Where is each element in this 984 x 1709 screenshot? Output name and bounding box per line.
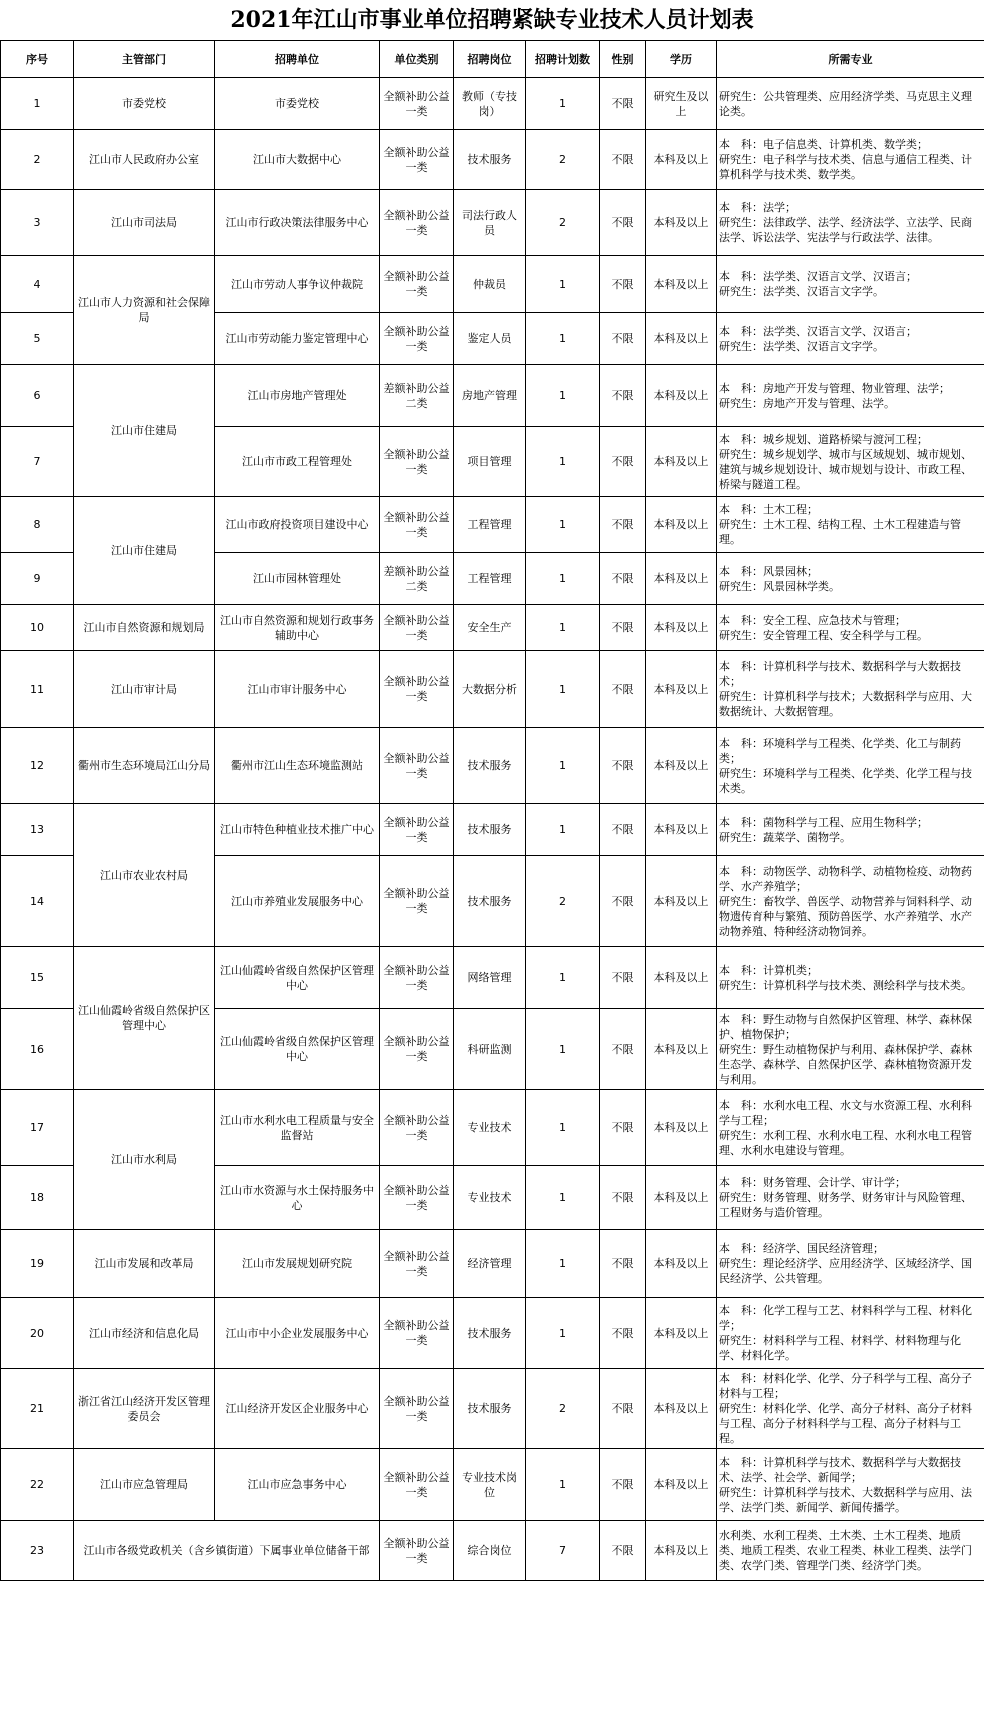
cell-type: 全额补助公益一类 — [380, 804, 454, 856]
cell-edu: 本科及以上 — [646, 365, 717, 427]
major-line: 研究生：计算机科学与技术；大数据科学与应用、大数据统计、大数据管理。 — [719, 690, 972, 718]
major-line: 本 科：法学类、汉语言文学、汉语言； — [719, 270, 917, 283]
major-line: 本 科：计算机科学与技术、数据科学与大数据技术、法学、社会学、新闻学； — [719, 1455, 961, 1484]
cell-gender: 不限 — [600, 1449, 646, 1521]
cell-no: 21 — [1, 1369, 74, 1449]
header-gender: 性别 — [600, 41, 646, 78]
cell-major — [717, 1521, 984, 1581]
cell-type: 全额补助公益一类 — [380, 427, 454, 497]
cell-type: 全额补助公益一类 — [380, 313, 454, 365]
table-row — [1, 130, 984, 190]
cell-post: 技术服务 — [454, 1298, 526, 1369]
cell-post: 技术服务 — [454, 1369, 526, 1449]
major-line: 本 科：房地产开发与管理、物业管理、法学； — [719, 381, 950, 395]
table-row — [1, 728, 984, 804]
cell-unit: 江山市养殖业发展服务中心 — [215, 856, 380, 947]
cell-unit: 江山仙霞岭省级自然保护区管理中心 — [215, 1009, 380, 1090]
recruitment-plan-table — [0, 40, 984, 1581]
cell-dept: 江山市住建局 — [74, 497, 215, 605]
header-post: 招聘岗位 — [454, 41, 526, 78]
cell-dept: 江山市自然资源和规划局 — [74, 605, 215, 651]
major-line: 本 科：土木工程； — [719, 503, 818, 516]
major-line: 研究生：法律政学、法学、经济法学、立法学、民商法学、诉讼法学、宪法学与行政法学、法律。 — [719, 216, 972, 244]
cell-unit: 江山仙霞岭省级自然保护区管理中心 — [215, 947, 380, 1009]
cell-edu: 本科及以上 — [646, 256, 717, 313]
cell-no: 14 — [1, 856, 74, 947]
cell-post: 技术服务 — [454, 804, 526, 856]
cell-unit: 江山市应急事务中心 — [215, 1449, 380, 1521]
cell-count: 1 — [526, 1090, 600, 1166]
header-type: 单位类别 — [380, 41, 454, 78]
cell-type: 全额补助公益一类 — [380, 856, 454, 947]
cell-no: 7 — [1, 427, 74, 497]
cell-no: 15 — [1, 947, 74, 1009]
cell-count: 1 — [526, 1449, 600, 1521]
cell-count: 1 — [526, 804, 600, 856]
cell-edu: 本科及以上 — [646, 1369, 717, 1449]
cell-type: 全额补助公益一类 — [380, 1449, 454, 1521]
cell-gender: 不限 — [600, 427, 646, 497]
cell-post: 大数据分析 — [454, 651, 526, 728]
cell-post: 仲裁员 — [454, 256, 526, 313]
major-line: 本 科：城乡规划、道路桥梁与渡河工程； — [719, 432, 928, 446]
cell-gender: 不限 — [600, 651, 646, 728]
cell-no: 18 — [1, 1166, 74, 1230]
cell-unit: 江山市房地产管理处 — [215, 365, 380, 427]
cell-gender: 不限 — [600, 365, 646, 427]
header-edu: 学历 — [646, 41, 717, 78]
cell-unit: 江山市政府投资项目建设中心 — [215, 497, 380, 553]
cell-unit: 江山市市政工程管理处 — [215, 427, 380, 497]
major-line: 研究生：公共管理类、应用经济学类、马克思主义理论类。 — [719, 89, 972, 118]
cell-gender: 不限 — [600, 78, 646, 130]
cell-no: 23 — [1, 1521, 74, 1581]
cell-gender: 不限 — [600, 1230, 646, 1298]
table-row — [1, 804, 984, 856]
cell-post: 科研监测 — [454, 1009, 526, 1090]
major-line: 本 科：安全工程、应急技术与管理； — [719, 613, 906, 627]
cell-no: 17 — [1, 1090, 74, 1166]
cell-major — [717, 856, 984, 947]
cell-post: 鉴定人员 — [454, 313, 526, 365]
cell-major — [717, 78, 984, 130]
major-line: 本 科：财务管理、会计学、审计学； — [719, 1176, 906, 1189]
cell-unit: 江山市行政决策法律服务中心 — [215, 190, 380, 256]
cell-count: 1 — [526, 1298, 600, 1369]
cell-edu: 本科及以上 — [646, 427, 717, 497]
table-row — [1, 365, 984, 427]
major-line: 本 科：材料化学、化学、分子科学与工程、高分子材料与工程； — [719, 1372, 972, 1400]
cell-no: 6 — [1, 365, 74, 427]
cell-dept: 江山市各级党政机关（含乡镇街道）下属事业单位储备干部 — [74, 1521, 380, 1581]
cell-gender: 不限 — [600, 804, 646, 856]
major-line: 研究生：法学类、汉语言文字学。 — [719, 285, 884, 298]
cell-unit: 衢州市江山生态环境监测站 — [215, 728, 380, 804]
table-row — [1, 190, 984, 256]
cell-unit: 江山市中小企业发展服务中心 — [215, 1298, 380, 1369]
cell-post: 项目管理 — [454, 427, 526, 497]
major-line: 本 科：电子信息类、计算机类、数学类； — [719, 138, 928, 151]
major-line: 研究生：财务管理、财务学、财务审计与风险管理、工程财务与造价管理。 — [719, 1191, 972, 1219]
cell-gender: 不限 — [600, 190, 646, 256]
cell-edu: 本科及以上 — [646, 1090, 717, 1166]
major-line: 本 科：经济学、国民经济管理； — [719, 1242, 884, 1255]
table-row — [1, 651, 984, 728]
cell-post: 专业技术岗位 — [454, 1449, 526, 1521]
cell-gender: 不限 — [600, 1166, 646, 1230]
major-line: 本 科：野生动物与自然保护区管理、林学、森林保护、植物保护； — [719, 1012, 972, 1041]
cell-no: 8 — [1, 497, 74, 553]
cell-count: 1 — [526, 1009, 600, 1090]
cell-gender: 不限 — [600, 1521, 646, 1581]
cell-post: 司法行政人员 — [454, 190, 526, 256]
cell-major — [717, 804, 984, 856]
cell-count: 1 — [526, 651, 600, 728]
cell-edu: 本科及以上 — [646, 1009, 717, 1090]
cell-gender: 不限 — [600, 856, 646, 947]
major-line: 本 科：环境科学与工程类、化学类、化工与制药类； — [719, 736, 961, 765]
cell-no: 4 — [1, 256, 74, 313]
major-line: 研究生：计算机科学与技术、大数据科学与应用、法学、法学门类、新闻学、新闻传播学。 — [719, 1485, 972, 1514]
major-line: 本 科：菌物科学与工程、应用生物科学； — [719, 815, 928, 829]
cell-no: 2 — [1, 130, 74, 190]
cell-major — [717, 651, 984, 728]
cell-major — [717, 497, 984, 553]
cell-gender: 不限 — [600, 553, 646, 605]
major-line: 本 科：化学工程与工艺、材料科学与工程、材料化学； — [719, 1304, 972, 1332]
table-row — [1, 1230, 984, 1298]
cell-unit: 江山市园林管理处 — [215, 553, 380, 605]
cell-unit: 江山市自然资源和规划行政事务辅助中心 — [215, 605, 380, 651]
cell-gender: 不限 — [600, 1090, 646, 1166]
cell-count: 2 — [526, 1369, 600, 1449]
cell-major — [717, 1449, 984, 1521]
cell-no: 1 — [1, 78, 74, 130]
cell-major — [717, 1166, 984, 1230]
table-row — [1, 256, 984, 313]
cell-post: 工程管理 — [454, 553, 526, 605]
major-line: 研究生：材料科学与工程、材料学、材料物理与化学、材料化学。 — [719, 1334, 961, 1362]
header-row — [1, 41, 984, 78]
cell-count: 2 — [526, 190, 600, 256]
cell-no: 19 — [1, 1230, 74, 1298]
cell-unit: 江山市特色种植业技术推广中心 — [215, 804, 380, 856]
cell-major — [717, 190, 984, 256]
cell-count: 1 — [526, 256, 600, 313]
cell-count: 1 — [526, 365, 600, 427]
cell-type: 全额补助公益一类 — [380, 1009, 454, 1090]
cell-count: 1 — [526, 427, 600, 497]
cell-type: 全额补助公益一类 — [380, 190, 454, 256]
table-row — [1, 1298, 984, 1369]
cell-edu: 本科及以上 — [646, 1230, 717, 1298]
cell-dept: 市委党校 — [74, 78, 215, 130]
table-row — [1, 605, 984, 651]
cell-unit: 江山市发展规划研究院 — [215, 1230, 380, 1298]
cell-major — [717, 1009, 984, 1090]
major-line: 本 科：水利水电工程、水文与水资源工程、水利科学与工程； — [719, 1098, 972, 1127]
cell-gender: 不限 — [600, 497, 646, 553]
cell-count: 7 — [526, 1521, 600, 1581]
cell-gender: 不限 — [600, 256, 646, 313]
table-row — [1, 1521, 984, 1581]
cell-count: 1 — [526, 313, 600, 365]
cell-count: 2 — [526, 130, 600, 190]
cell-edu: 本科及以上 — [646, 1449, 717, 1521]
cell-count: 1 — [526, 1166, 600, 1230]
cell-type: 全额补助公益一类 — [380, 947, 454, 1009]
cell-gender: 不限 — [600, 130, 646, 190]
cell-post: 专业技术 — [454, 1090, 526, 1166]
cell-major — [717, 427, 984, 497]
header-dept: 主管部门 — [74, 41, 215, 78]
cell-type: 全额补助公益一类 — [380, 1090, 454, 1166]
cell-edu: 本科及以上 — [646, 1298, 717, 1369]
major-line: 本 科：风景园林； — [719, 564, 818, 578]
cell-edu: 本科及以上 — [646, 553, 717, 605]
major-line: 研究生：野生动植物保护与利用、森林保护学、森林生态学、森林学、自然保护区学、森林植物资源开发与利用。 — [719, 1042, 972, 1086]
cell-gender: 不限 — [600, 947, 646, 1009]
major-line: 研究生：电子科学与技术类、信息与通信工程类、计算机科学与技术类、数学类。 — [719, 153, 972, 181]
table-row — [1, 497, 984, 553]
major-line: 研究生：土木工程、结构工程、土木工程建造与管理。 — [719, 518, 961, 546]
cell-post: 安全生产 — [454, 605, 526, 651]
major-line: 研究生：城乡规划学、城市与区域规划、城市规划、建筑与城乡规划设计、城市规划与设计、市政工程、桥梁与隧道工程。 — [719, 447, 972, 491]
cell-major — [717, 947, 984, 1009]
major-line: 本 科：法学类、汉语言文学、汉语言； — [719, 324, 917, 338]
cell-edu: 本科及以上 — [646, 1521, 717, 1581]
cell-gender: 不限 — [600, 728, 646, 804]
major-line: 研究生：材料化学、化学、高分子材料、高分子材料与工程、高分子材料科学与工程、高分子材料与工程。 — [719, 1402, 972, 1445]
header-no: 序号 — [1, 41, 74, 78]
cell-dept: 江山市水利局 — [74, 1090, 215, 1230]
cell-gender: 不限 — [600, 605, 646, 651]
major-line: 研究生：畜牧学、兽医学、动物营养与饲料科学、动物遗传育种与繁殖、预防兽医学、水产养殖学、水产动物养殖、特种经济动物饲养。 — [719, 894, 972, 938]
cell-count: 1 — [526, 553, 600, 605]
cell-post: 技术服务 — [454, 856, 526, 947]
cell-post: 教师（专技岗） — [454, 78, 526, 130]
header-count: 招聘计划数 — [526, 41, 600, 78]
cell-dept: 江山市经济和信息化局 — [74, 1298, 215, 1369]
cell-edu: 本科及以上 — [646, 804, 717, 856]
cell-gender: 不限 — [600, 313, 646, 365]
cell-major — [717, 553, 984, 605]
cell-no: 22 — [1, 1449, 74, 1521]
major-line: 本 科：法学； — [719, 201, 796, 214]
cell-dept: 江山市农业农村局 — [74, 804, 215, 947]
cell-major — [717, 728, 984, 804]
cell-post: 专业技术 — [454, 1166, 526, 1230]
major-line: 研究生：法学类、汉语言文字学。 — [719, 339, 884, 353]
cell-no: 11 — [1, 651, 74, 728]
cell-unit: 市委党校 — [215, 78, 380, 130]
cell-gender: 不限 — [600, 1369, 646, 1449]
cell-dept: 江山市发展和改革局 — [74, 1230, 215, 1298]
major-line: 研究生：理论经济学、应用经济学、区域经济学、国民经济学、公共管理。 — [719, 1257, 972, 1285]
cell-edu: 本科及以上 — [646, 190, 717, 256]
cell-type: 全额补助公益一类 — [380, 1166, 454, 1230]
cell-type: 差额补助公益二类 — [380, 553, 454, 605]
cell-post: 工程管理 — [454, 497, 526, 553]
cell-type: 全额补助公益一类 — [380, 728, 454, 804]
cell-unit: 江山经济开发区企业服务中心 — [215, 1369, 380, 1449]
cell-major — [717, 130, 984, 190]
cell-count: 1 — [526, 728, 600, 804]
major-line: 本 科：计算机类； — [719, 963, 818, 977]
cell-major — [717, 1369, 984, 1449]
cell-edu: 本科及以上 — [646, 728, 717, 804]
cell-type: 全额补助公益一类 — [380, 1230, 454, 1298]
cell-dept: 江山市审计局 — [74, 651, 215, 728]
major-line: 水利类、水利工程类、土木类、土木工程类、地质类、地质工程类、农业工程类、林业工程类、法学门类、农学门类、管理学门类、经济学门类。 — [719, 1529, 972, 1572]
cell-dept: 江山市住建局 — [74, 365, 215, 497]
cell-unit: 江山市劳动人事争议仲裁院 — [215, 256, 380, 313]
cell-unit: 江山市审计服务中心 — [215, 651, 380, 728]
cell-edu: 本科及以上 — [646, 651, 717, 728]
cell-type: 全额补助公益一类 — [380, 651, 454, 728]
cell-major — [717, 256, 984, 313]
cell-type: 全额补助公益一类 — [380, 130, 454, 190]
cell-dept: 浙江省江山经济开发区管理委员会 — [74, 1369, 215, 1449]
cell-no: 10 — [1, 605, 74, 651]
cell-edu: 本科及以上 — [646, 1166, 717, 1230]
cell-edu: 本科及以上 — [646, 313, 717, 365]
cell-type: 全额补助公益一类 — [380, 1369, 454, 1449]
cell-major — [717, 605, 984, 651]
cell-no: 16 — [1, 1009, 74, 1090]
cell-major — [717, 313, 984, 365]
cell-gender: 不限 — [600, 1009, 646, 1090]
cell-post: 技术服务 — [454, 130, 526, 190]
cell-no: 5 — [1, 313, 74, 365]
cell-edu: 本科及以上 — [646, 947, 717, 1009]
cell-post: 房地产管理 — [454, 365, 526, 427]
cell-post: 经济管理 — [454, 1230, 526, 1298]
cell-type: 差额补助公益二类 — [380, 365, 454, 427]
cell-dept: 江山市司法局 — [74, 190, 215, 256]
cell-major — [717, 1230, 984, 1298]
cell-post: 综合岗位 — [454, 1521, 526, 1581]
cell-count: 1 — [526, 605, 600, 651]
cell-post: 网络管理 — [454, 947, 526, 1009]
major-line: 研究生：安全管理工程、安全科学与工程。 — [719, 628, 928, 642]
cell-count: 1 — [526, 947, 600, 1009]
cell-type: 全额补助公益一类 — [380, 497, 454, 553]
page-title: 2021年江山市事业单位招聘紧缺专业技术人员计划表 — [230, 7, 754, 33]
cell-count: 2 — [526, 856, 600, 947]
major-line: 研究生：蔬菜学、菌物学。 — [719, 830, 851, 844]
cell-count: 1 — [526, 78, 600, 130]
cell-type: 全额补助公益一类 — [380, 78, 454, 130]
cell-major — [717, 1298, 984, 1369]
table-row — [1, 78, 984, 130]
major-line: 研究生：环境科学与工程类、化学类、化学工程与技术类。 — [719, 766, 972, 795]
header-unit: 招聘单位 — [215, 41, 380, 78]
cell-no: 9 — [1, 553, 74, 605]
header-major: 所需专业 — [717, 41, 984, 78]
table-row — [1, 1449, 984, 1521]
major-line: 研究生：水利工程、水利水电工程、水利水电工程管理、水利水电建设与管理。 — [719, 1128, 972, 1157]
cell-dept: 衢州市生态环境局江山分局 — [74, 728, 215, 804]
cell-no: 20 — [1, 1298, 74, 1369]
major-line: 本 科：计算机科学与技术、数据科学与大数据技术； — [719, 660, 961, 688]
major-line: 研究生：风景园林学类。 — [719, 579, 840, 593]
cell-type: 全额补助公益一类 — [380, 1521, 454, 1581]
cell-edu: 本科及以上 — [646, 605, 717, 651]
cell-no: 12 — [1, 728, 74, 804]
cell-type: 全额补助公益一类 — [380, 1298, 454, 1369]
cell-edu: 研究生及以上 — [646, 78, 717, 130]
cell-dept: 江山市人力资源和社会保障局 — [74, 256, 215, 365]
cell-edu: 本科及以上 — [646, 130, 717, 190]
major-line: 研究生：计算机科学与技术类、测绘科学与技术类。 — [719, 978, 972, 992]
cell-major — [717, 365, 984, 427]
table-row — [1, 947, 984, 1009]
cell-edu: 本科及以上 — [646, 856, 717, 947]
cell-gender: 不限 — [600, 1298, 646, 1369]
table-row — [1, 1369, 984, 1449]
cell-count: 1 — [526, 497, 600, 553]
cell-type: 全额补助公益一类 — [380, 605, 454, 651]
cell-dept: 江山仙霞岭省级自然保护区管理中心 — [74, 947, 215, 1090]
cell-major — [717, 1090, 984, 1166]
major-line: 研究生：房地产开发与管理、法学。 — [719, 396, 895, 410]
cell-no: 13 — [1, 804, 74, 856]
cell-dept: 江山市应急管理局 — [74, 1449, 215, 1521]
cell-type: 全额补助公益一类 — [380, 256, 454, 313]
cell-unit: 江山市水资源与水土保持服务中心 — [215, 1166, 380, 1230]
table-row — [1, 1090, 984, 1166]
cell-post: 技术服务 — [454, 728, 526, 804]
cell-unit: 江山市水利水电工程质量与安全监督站 — [215, 1090, 380, 1166]
cell-no: 3 — [1, 190, 74, 256]
cell-count: 1 — [526, 1230, 600, 1298]
major-line: 本 科：动物医学、动物科学、动植物检疫、动物药学、水产养殖学； — [719, 864, 972, 893]
cell-unit: 江山市劳动能力鉴定管理中心 — [215, 313, 380, 365]
cell-edu: 本科及以上 — [646, 497, 717, 553]
cell-dept: 江山市人民政府办公室 — [74, 130, 215, 190]
cell-unit: 江山市大数据中心 — [215, 130, 380, 190]
